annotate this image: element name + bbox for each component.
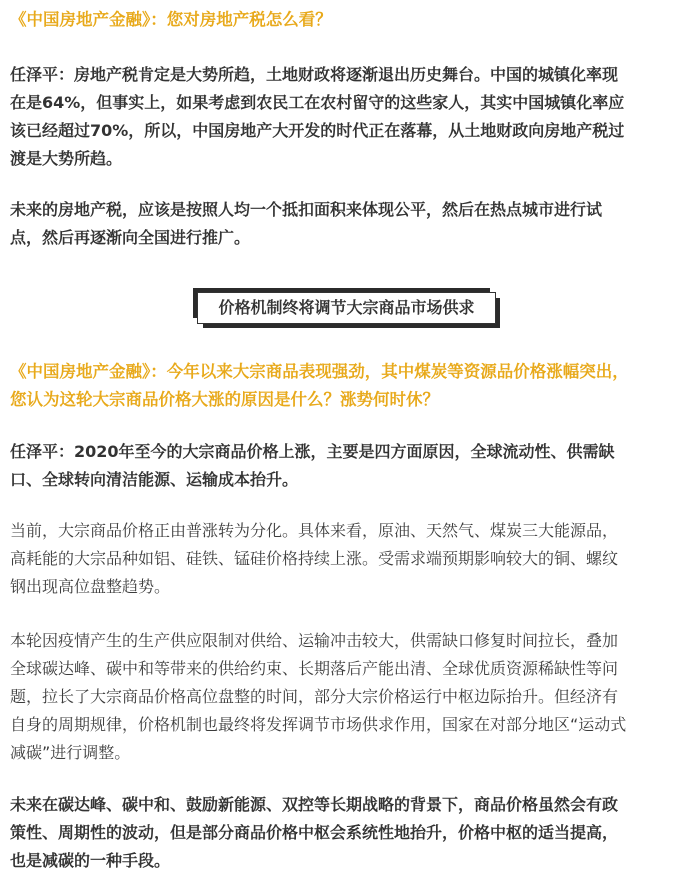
paragraph-line: 未来的房地产税，应该是按照人均一个抵扣面积来体现公平，然后在热点城市进行试 bbox=[10, 200, 603, 219]
interview-question-2 bbox=[10, 358, 629, 414]
section-heading-text: 价格机制终将调节大宗商品市场供求 bbox=[218, 298, 475, 317]
answer-line: 渡是大势所趋。 bbox=[10, 149, 123, 168]
paragraph-line: 高耗能的大宗品种如铝、硅铁、锰硅价格持续上涨。受需求端预期影响较大的铜、螺纹 bbox=[10, 549, 619, 568]
paragraph-supply-constraints bbox=[10, 627, 626, 767]
paragraph-line: 也是减碳的一种手段。 bbox=[10, 851, 171, 870]
question-line: 《中国房地产金融》：今年以来大宗商品表现强劲，其中煤炭等资源品价格涨幅突出， bbox=[10, 362, 629, 381]
paragraph-line: 策性、周期性的波动，但是部分商品价格中枢会系统性地抬升，价格中枢的适当提高， bbox=[10, 823, 619, 842]
paragraph-commodity-divergence bbox=[10, 517, 618, 601]
interview-question-1: 《中国房地产金融》：您对房地产税怎么看？ bbox=[10, 10, 332, 29]
paragraph-line: 减碳”进行调整。 bbox=[10, 743, 131, 762]
answer-2 bbox=[10, 438, 615, 494]
answer-line: 口、全球转向清洁能源、运输成本抬升。 bbox=[10, 470, 299, 489]
section-heading bbox=[0, 292, 693, 324]
paragraph-line: 钢出现高位盘整趋势。 bbox=[10, 577, 171, 596]
section-heading-box bbox=[197, 292, 495, 324]
answer-line: 任泽平：2020年至今的大宗商品价格上涨，主要是四方面原因，全球流动性、供需缺 bbox=[10, 442, 615, 461]
paragraph-line: 题，拉长了大宗商品价格高位盘整的时间，部分大宗价格运行中枢边际抬升。但经济有 bbox=[10, 687, 619, 706]
answer-line: 任泽平：房地产税肯定是大势所趋，土地财政将逐渐退出历史舞台。中国的城镇化率现 bbox=[10, 65, 619, 84]
paragraph-property-tax bbox=[10, 196, 602, 252]
answer-line: 该已经超过70%，所以，中国房地产大开发的时代正在落幕，从土地财政向房地产税过 bbox=[10, 121, 625, 140]
answer-line: 在是64%，但事实上，如果考虑到农民工在农村留守的这些家人，其实中国城镇化率应 bbox=[10, 93, 625, 112]
paragraph-line: 当前，大宗商品价格正由普涨转为分化。具体来看，原油、天然气、煤炭三大能源品， bbox=[10, 521, 619, 540]
paragraph-line: 未来在碳达峰、碳中和、鼓励新能源、双控等长期战略的背景下，商品价格虽然会有政 bbox=[10, 795, 619, 814]
question-line: 您认为这轮大宗商品价格大涨的原因是什么？涨势何时休？ bbox=[10, 390, 439, 409]
paragraph-line: 本轮因疫情产生的生产供应限制对供给、运输冲击较大，供需缺口修复时间拉长，叠加 bbox=[10, 631, 619, 650]
answer-1 bbox=[10, 61, 624, 173]
paragraph-line: 全球碳达峰、碳中和等带来的供给约束、长期落后产能出清、全球优质资源稀缺性等问 bbox=[10, 659, 619, 678]
paragraph-line: 自身的周期规律，价格机制也最终将发挥调节市场供求作用，国家在对部分地区“运动式 bbox=[10, 715, 627, 734]
paragraph-line: 点，然后再逐渐向全国进行推广。 bbox=[10, 228, 251, 247]
paragraph-future-outlook bbox=[10, 791, 618, 875]
